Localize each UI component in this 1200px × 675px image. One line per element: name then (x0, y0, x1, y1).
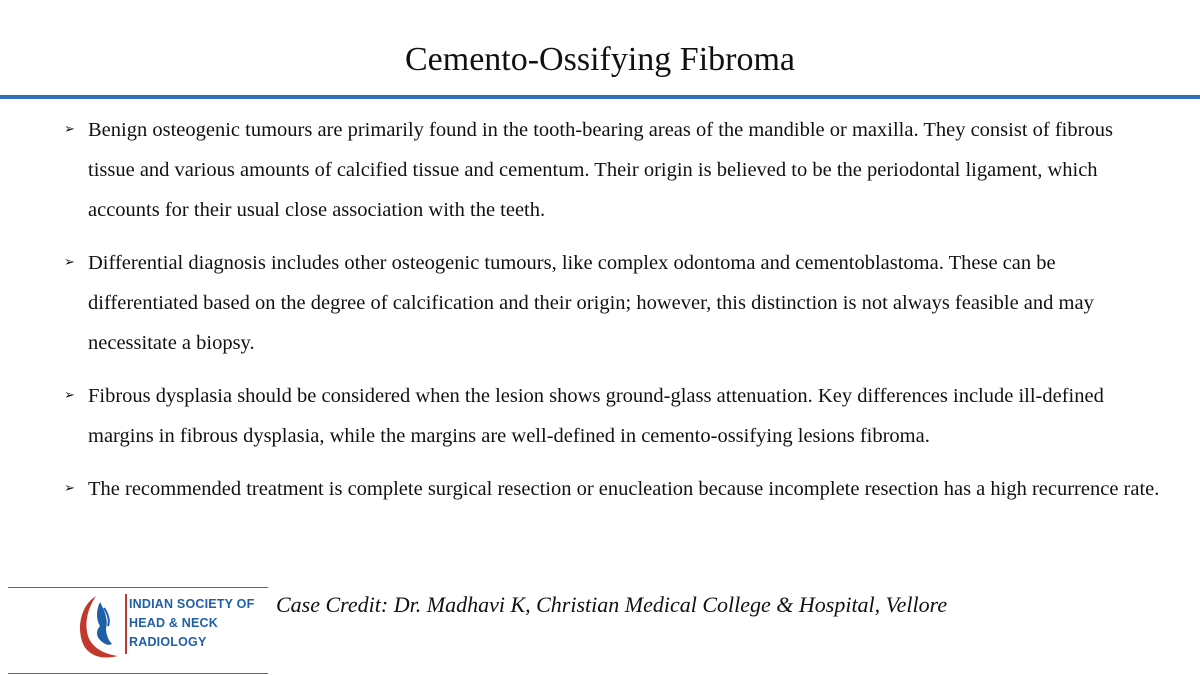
bullet-text: Benign osteogenic tumours are primarily found in the tooth-bearing areas of the mandible or maxilla. They consist of fibrous tissue and various amounts of calcified tissue and cementum. Their origin is believed to be the periodontal ligament, which accounts for their usual close association with the teeth. (88, 119, 1113, 221)
arrow-bullet-icon: ➢ (64, 481, 75, 496)
footer-divider-bottom (8, 673, 268, 674)
bullet-item (62, 243, 1162, 363)
arrow-bullet-icon: ➢ (64, 255, 75, 270)
logo-divider (125, 594, 127, 654)
bullet-list (62, 110, 1162, 522)
society-logo (74, 590, 264, 670)
bullet-text: Differential diagnosis includes other osteogenic tumours, like complex odontoma and cementoblastoma. These can be differentiated based on the degree of calcification and their origin; however, this distinction is not always feasible and may necessitate a biopsy. (88, 252, 1094, 354)
bullet-text: The recommended treatment is complete surgical resection or enucleation because incomplete resection has a high recurrence rate. (88, 478, 1160, 500)
slide-title: Cemento-Ossifying Fibroma (404, 41, 796, 78)
case-credit: Case Credit: Dr. Madhavi K, Christian Medical College & Hospital, Vellore (276, 592, 948, 617)
footer-divider-top (8, 587, 268, 588)
bullet-text: Fibrous dysplasia should be considered when the lesion shows ground-glass attenuation. Key differences include ill-defined margins in fibrous dysplasia, while the margins are well-defined in cemento-ossifying lesions fibroma. (88, 385, 1104, 447)
title-divider (0, 95, 1200, 99)
arrow-bullet-icon: ➢ (64, 122, 75, 137)
bullet-item (62, 110, 1162, 230)
logo-line: HEAD & NECK (129, 616, 219, 630)
bullet-item (62, 469, 1162, 509)
bullet-item (62, 376, 1162, 456)
logo-wordmark (129, 595, 254, 652)
logo-line: INDIAN SOCIETY OF (129, 597, 255, 611)
logo-line: RADIOLOGY (129, 635, 207, 649)
isnhr-logo-icon (74, 590, 124, 670)
arrow-bullet-icon: ➢ (64, 388, 75, 403)
